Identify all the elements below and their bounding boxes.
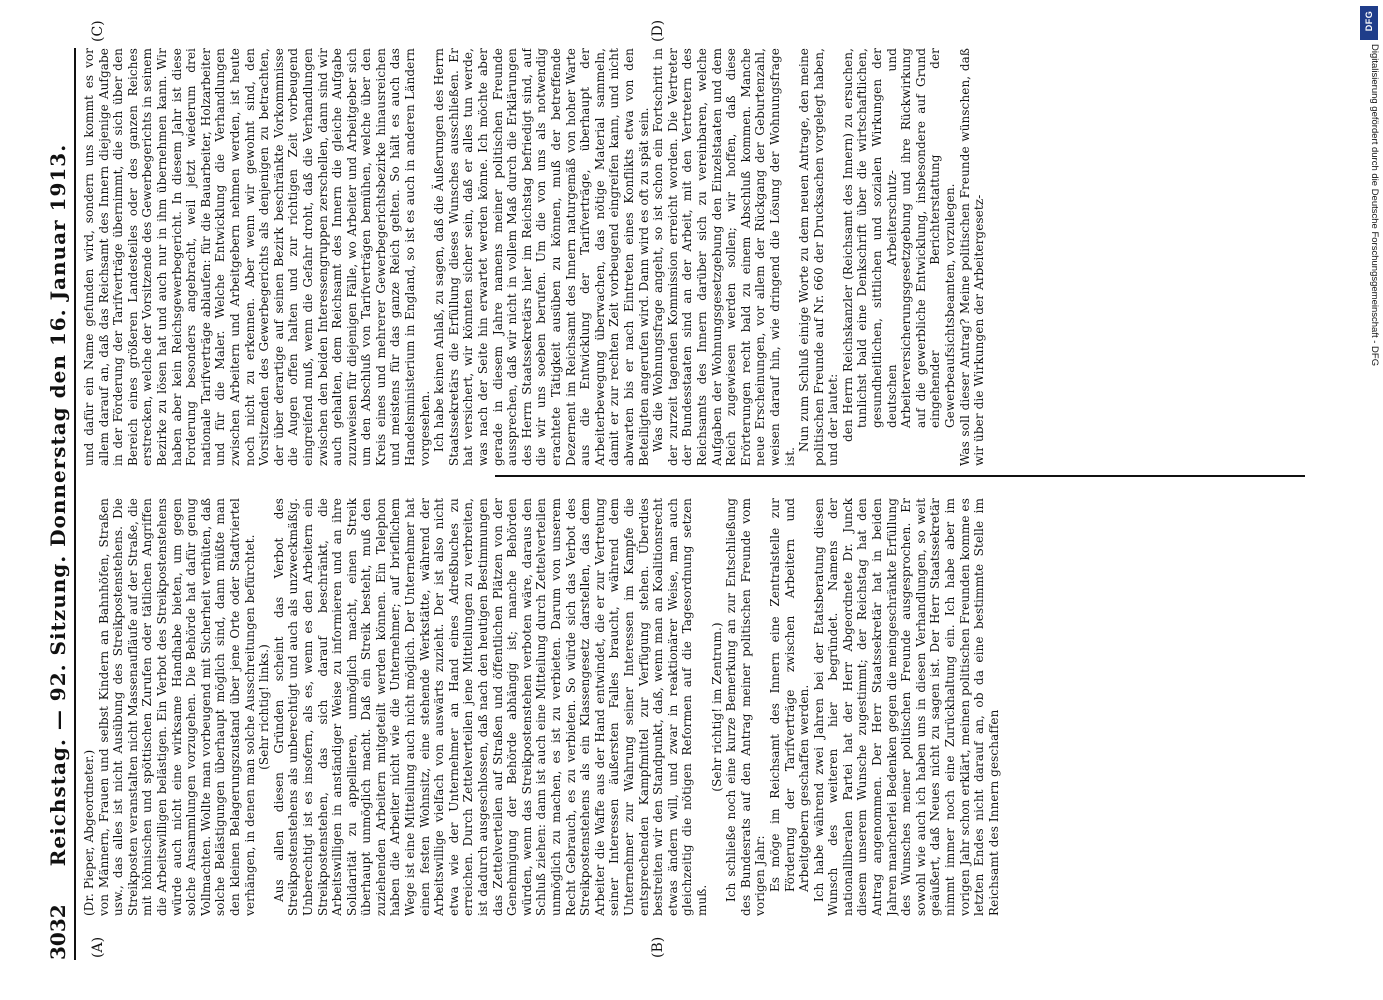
margin-mark-a: (A) [90, 936, 106, 958]
paragraph: Was soll dieser Antrag? Meine politischen Freunde wünschen, daß wir über die Wirkungen der Arbeitergesetz- [957, 48, 987, 466]
quoted-motion: den Herrn Reichskanzler (Reichsamt des Innern) zu ersuchen, tunlichst bald eine Denkschrift über die wirtschaftlichen, gesundheitlichen, sittlichen und sozialen Wirkungen der deutschen Arbeiterschutz- und Arbeiterversicherungsgesetzgebung und ihre Rückwirkung auf die gewerbliche Entwicklung, insbesondere auf Grund eingehender Berichterstattung der Gewerbeaufsichtsbeamten, vorzulegen. [840, 48, 958, 442]
speaker-note: (Dr. Pieper, Abgeordneter.) [82, 749, 96, 916]
paragraph: Ich habe keinen Anlaß, zu sagen, daß die Äußerungen des Herrn Staatssekretärs die Erfüllung dieses Wunsches ausschließen. Er hat versichert, wir könnten sicher sein, daß er alles tun werde, was nach der Seite hin erwartet werden könne. Ich möchte aber gerade in diesem Jahre namens meiner politischen Freunde aussprechen, daß wir nicht in vollem Maß durch die Erklärungen des Herrn Staatssekretärs hier im Reichstag befriedigt sind, auf die wir uns soeben berufen. Um die von uns als notwendig erachtete Tätigkeit ausüben zu können, muß der betreffende Dezernent im Reichsamt des Innern naturgemäß von hoher Warte aus die Entwicklung der Tarifverträge, überhaupt der Arbeiterbewegung überwachen, das nötige Material sammeln, damit er zur rechten Zeit vorbeugend eingreifen kann, und nicht abwarten bis er nach Eintreten eines Konflikts etwa von den Beteiligten angerufen wird. Dann wird es oft zu spät sein. [432, 48, 651, 466]
page-header [42, 50, 72, 960]
margin-mark-b: (B) [650, 936, 666, 958]
column-divider [495, 475, 1305, 477]
paragraph: Nun zum Schluß einige Worte zu dem neuen Antrage, den meine politischen Freunde auf Nr. 660 der Drucksachen vorgelegt haben, und der lautet: [797, 48, 841, 466]
dfg-logo-text: DFG [1364, 10, 1374, 32]
page-number: 3032 [46, 904, 70, 960]
paragraph: Ich habe während zwei Jahren bei der Etatsberatung diesen Wunsch des weiteren hier begründet. Namens der nationalliberalen Partei hat der Herr Abgeordnete Dr. Junck diesem unserem Wunsche zugestimmt; der Reichstag hat den Antrag angenommen. Der Herr Staatssekretär hat in beiden Jahren mancherlei Bedenken gegen die meingeschränkte Erfüllung des Wunsches meiner politischen Freunde ausgesprochen. Er sowohl wie auch ich haben uns in diesen Verhandlungen, so weit geäußert, daß Neues nicht zu sagen ist. Der Herr Staatssekretär nimmt immer noch eine Zurückhaltung ein. Ich habe aber im vorigen Jahr schon erklärt, meinen politischen Freunden komme es letzten Endes nicht darauf an, ob da eine bestimmte Stelle im Reichsamt des Innern geschaffen [811, 498, 1001, 916]
dfg-credit: Digitalisierung gefördert durch die Deutsche Forschungsgemeinschaft - DFG [1369, 44, 1380, 367]
right-column [82, 48, 1302, 466]
interjection: (Sehr richtig! links.) [257, 644, 272, 770]
quoted-resolution: Es möge im Reichsamt des Innern eine Zentralstelle zur Förderung der Tarifverträge zwischen Arbeitern und Arbeitgebern geschaffen werden. [767, 498, 812, 892]
dfg-credit-wrap [1366, 44, 1380, 704]
paragraph: Ich schließe noch eine kurze Bemerkung an zur Entschließung des Bundesrats auf den Antrag meiner politischen Freunde vom vorigen Jahr: [724, 498, 768, 916]
paragraph: Was die Wohnungsfrage angeht, so ist schon ein Fortschritt in der zurzeit tagenden Kommission erreicht worden. Die Vertreter der Bundesstaaten sind an der Arbeit, mit den Vertretern des Reichsamts des Innern darüber sich zu vereinbaren, welche Aufgaben der Wohnungsgesetzgebung den Einzelstaaten und dem Reich zugewiesen werden sollen; wir hoffen, daß diese Erörterungen recht bald zu einem Abschluß kommen. Manche neue Erscheinungen, vor allem der Rückgang der Geburtenzahl, weisen darauf hin, wie dringend die Lösung der Wohnungsfrage ist. [651, 48, 797, 466]
paragraph: und dafür ein Name gefunden wird, sondern uns kommt es vor allem darauf an, daß das Reichsamt des Innern diejenige Aufgabe in der Förderung der Tarifverträge übernimmt, die sich über den Bereich eines größeren Landesteiles oder des ganzen Reiches erstrecken, welche der Vorsitzende des Gewerbegerichts in seinem Bezirke zu lösen hat und auch nur in ihm übernehmen kann. Wir haben aber kein Reichsgewerbegericht. In diesem Jahr ist diese Forderung besonders angebracht, weil jetzt wiederum drei nationale Tarifverträge ablaufen: für die Bauarbeiter, Holzarbeiter und für die Maler. Welche Entwicklung die Verhandlungen zwischen Arbeitern und Arbeitgebern nehmen werden, ist heute noch nicht zu erkennen. Aber wenn wir gewohnt sind, den Vorsitzenden des Gewerbegerichts als denjenigen zu betrachten, der über derartige auf seinen Bezirk beschränkte Vorkommnisse die Augen offen halten und zur richtigen Zeit vorbeugend eingreifend muß, wenn die Gefahr droht, daß die Verhandlungen zwischen den beiden Interessengruppen zerschellen, dann sind wir auch gehalten, dem Reichsamt des Innern die gleiche Aufgabe zuzuweisen für diejenigen Fälle, wo Arbeiter und Arbeitgeber sich um den Abschluß von Tarifverträgen bemühen, welche über den Kreis eines und mehrerer Gewerbegerichtsbezirke hinausreichen und meistens für das ganze Reich gelten. So hält es auch das Handelsministerium in England, so ist es auch in anderen Ländern vorgesehen. [82, 48, 432, 466]
header-rule [74, 48, 76, 960]
interjection: (Sehr richtig! im Zentrum.) [709, 622, 724, 792]
running-head: Reichstag. — 92. Sitzung. Donnerstag den 16. Januar 1913. [46, 143, 70, 867]
left-column [82, 498, 1302, 916]
dfg-logo [1360, 6, 1378, 40]
paragraph: Aus allen diesen Gründen scheint das Verbot des Streikpostenstehens als unberechtigt und auch als unzweckmäßig. Unberechtigt ist es insofern, als es, wenn es den Arbeitern ein Streikpostenstehen, das sich darauf beschränkt, die Arbeitswilligen in anständiger Weise zu informieren und an ihre Solidarität zu appellieren, unmöglich macht, einen Streik überhaupt unmöglich macht. Daß ein Streik besteht, muß den zuziehenden Arbeitern mitgeteilt werden können. Ein Telephon haben die Arbeiter nicht wie die Unternehmer; auf brieflichem Wege ist eine Mitteilung auch nicht möglich. Der Unternehmer hat einen festen Wohnsitz, eine stehende Werkstätte, während der Arbeitswillige vielfach von auswärts zuzieht. Der ist also nicht etwa wie der Unternehmer an Hand eines Adreßbuches zu erreichen. Durch Zettelverteilen jene Mitteilungen zu verbreiten, ist dadurch ausgeschlossen, daß nach den heutigen Bestimmungen das Zettelverteilen auf Straßen und öffentlichen Plätzen von der Genehmigung der Behörde abhängig ist; manche Behörden würden, wenn das Streikpostenstehen verboten wäre, daraus den Schluß ziehen: dann ist auch eine Mitteilung durch Zettelverteilen unmöglich zu machen, es ist zu verbieten. Darum von unserem Recht Gebrauch, es zu verbieten. So würde sich das Verbot des Streikpostenstehens als ein Klassengesetz darstellen, das dem Arbeiter die Waffe aus der Hand entwindet, die er zur Vertretung seiner Interessen äußersten Falles braucht, während dem Unternehmer zur Wahrung seiner Interessen im Kampfe die entsprechenden Kampfmittel zur Verfügung stehen. Überdies bestreiten wir den Standpunkt, daß, wenn man an Koalitionsrecht etwas ändern will, und zwar in reaktionärer Weise, man auch gleichzeitig die nötigen Reformen auf die Tagesordnung setzen muß. [271, 498, 709, 916]
margin-mark-c: (C) [90, 20, 106, 42]
margin-mark-d: (D) [650, 19, 666, 42]
paragraph: von Männern, Frauen und selbst Kindern an Bahnhöfen, Straßen usw., das alles ist nicht Ausübung des Streikpostenstehens. Die Streikposten veranstalten nicht Massenaufläufe auf der Straße, die mit höhnischen und spöttischen Zurufen oder tätlichen Angriffen die Arbeitswilligen belästigen. Ein Verbot des Streikpostenstehens würde auch nicht eine wirksame Handhabe bieten, um gegen solche Ansammlungen vorzugehen. Die Behörde hat dafür genug Vollmachten. Wollte man vorbeugend mit Sicherheit verhüten, daß solche Belästigungen überhaupt möglich sind, dann müßte man den kleinen Belagerungszustand über jene Orte oder Stadtviertel verhängen, in denen man solche Ausschreitungen befürchtet. [96, 498, 257, 916]
